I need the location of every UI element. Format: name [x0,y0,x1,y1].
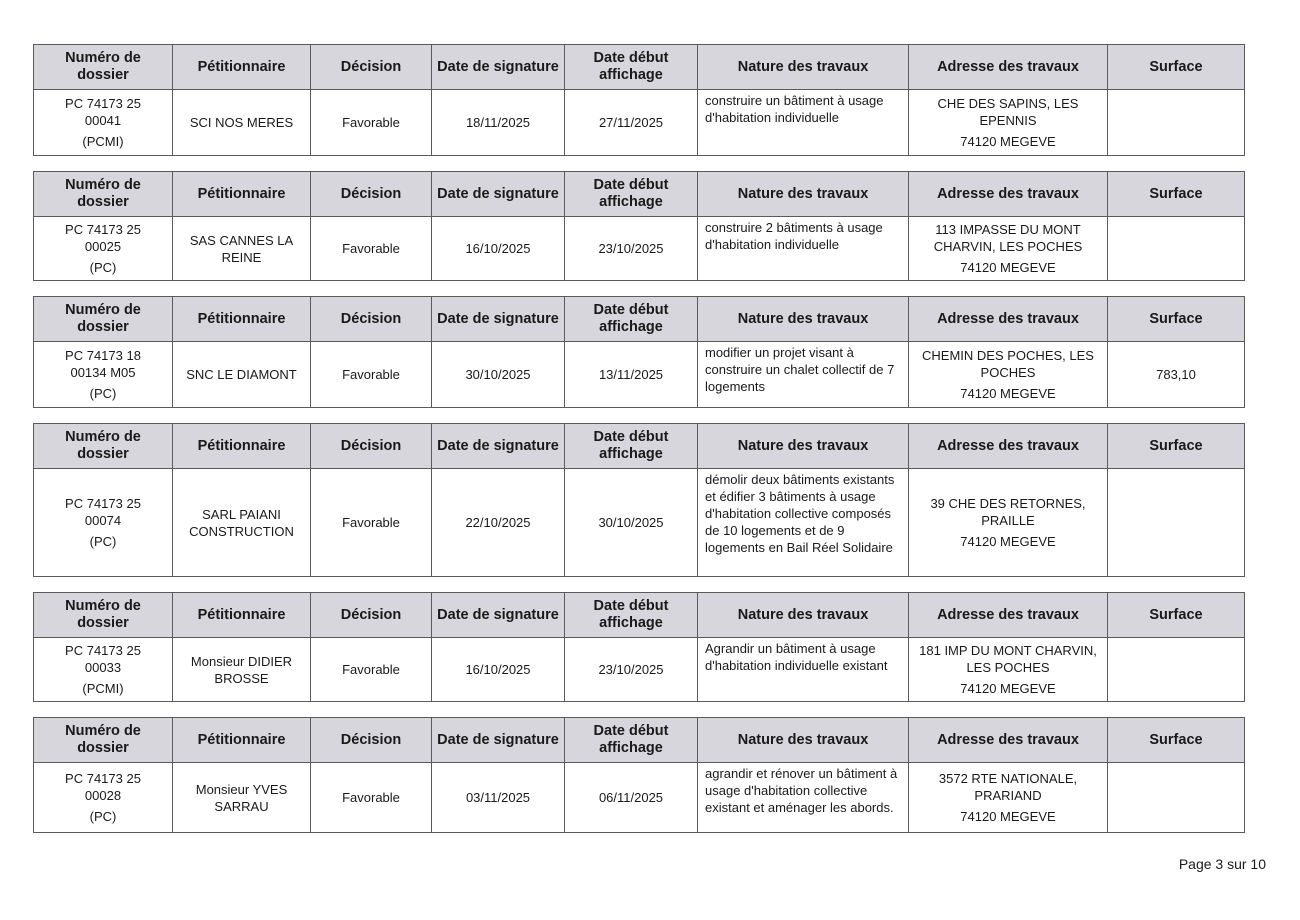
header-decision: Décision [311,718,432,763]
surface-cell [1108,763,1245,833]
header-petitionnaire: Pétitionnaire [173,297,311,342]
header-dossier: Numéro de dossier [34,45,173,90]
record-row [34,763,1245,833]
nature-cell: Agrandir un bâtiment à usage d'habitation individuelle existant [698,638,909,702]
adresse-city: 74120 MEGEVE [960,534,1056,549]
dossier-cell [34,342,173,408]
date-signature-cell: 16/10/2025 [432,638,565,702]
date-affichage-cell: 13/11/2025 [565,342,698,408]
decision-cell: Favorable [311,763,432,833]
header-adresse: Adresse des travaux [909,424,1108,469]
header-decision: Décision [311,45,432,90]
permit-tables [33,44,1244,848]
header-surface: Surface [1108,172,1245,217]
adresse-street: 181 IMP DU MONT CHARVIN, LES POCHES [919,643,1097,675]
dossier-number-line2: 00025 [84,239,122,254]
header-surface: Surface [1108,593,1245,638]
nature-cell: agrandir et rénover un bâtiment à usage d'habitation collective existant et aménager les abords. [698,763,909,833]
dossier-cell [34,90,173,156]
adresse-street: CHEMIN DES POCHES, LES POCHES [922,348,1094,380]
header-date-signature: Date de signature [432,424,565,469]
nature-cell: construire un bâtiment à usage d'habitation individuelle [698,90,909,156]
header-adresse: Adresse des travaux [909,297,1108,342]
header-adresse: Adresse des travaux [909,45,1108,90]
nature-cell: construire 2 bâtiments à usage d'habitation individuelle [698,217,909,281]
surface-cell [1108,469,1245,577]
header-date-signature: Date de signature [432,172,565,217]
dossier-cell [34,638,173,702]
surface-cell [1108,638,1245,702]
header-surface: Surface [1108,424,1245,469]
petitionnaire-cell: SARL PAIANI CONSTRUCTION [173,469,311,577]
permit-record-table [33,717,1245,833]
dossier-cell [34,469,173,577]
record-row [34,638,1245,702]
decision-cell: Favorable [311,638,432,702]
header-adresse: Adresse des travaux [909,593,1108,638]
dossier-number-line2: 00033 [84,660,122,675]
dossier-type: (PC) [89,809,117,824]
adresse-city: 74120 MEGEVE [960,809,1056,824]
permit-record-table [33,296,1245,408]
date-signature-cell: 18/11/2025 [432,90,565,156]
header-petitionnaire: Pétitionnaire [173,424,311,469]
nature-cell: modifier un projet visant à construire un chalet collectif de 7 logements [698,342,909,408]
petitionnaire-cell: SCI NOS MERES [173,90,311,156]
permit-record-table [33,171,1245,281]
header-decision: Décision [311,297,432,342]
header-row [34,424,1245,469]
header-decision: Décision [311,593,432,638]
permit-record-table [33,44,1245,156]
header-row [34,593,1245,638]
page-number: Page 3 sur 10 [1178,856,1266,872]
header-adresse: Adresse des travaux [909,718,1108,763]
petitionnaire-cell: SNC LE DIAMONT [173,342,311,408]
record-row [34,217,1245,281]
decision-cell: Favorable [311,469,432,577]
dossier-number-line2: 00134 M05 [70,365,136,380]
adresse-street: CHE DES SAPINS, LES EPENNIS [937,96,1079,128]
header-date-signature: Date de signature [432,45,565,90]
dossier-type: (PC) [89,534,117,549]
decision-cell: Favorable [311,342,432,408]
header-petitionnaire: Pétitionnaire [173,593,311,638]
dossier-number-line1: PC 74173 25 [65,771,141,786]
header-petitionnaire: Pétitionnaire [173,718,311,763]
adresse-street: 3572 RTE NATIONALE, PRARIAND [938,771,1078,803]
header-surface: Surface [1108,297,1245,342]
header-row [34,718,1245,763]
dossier-number-line1: PC 74173 25 [65,643,141,658]
date-affichage-cell: 23/10/2025 [565,217,698,281]
dossier-number-line2: 00028 [84,788,122,803]
header-row [34,45,1245,90]
header-adresse: Adresse des travaux [909,172,1108,217]
petitionnaire-cell: Monsieur DIDIER BROSSE [173,638,311,702]
header-date-affichage: Date début affichage [565,593,698,638]
date-affichage-cell: 30/10/2025 [565,469,698,577]
date-affichage-cell: 23/10/2025 [565,638,698,702]
header-date-signature: Date de signature [432,297,565,342]
record-row [34,90,1245,156]
dossier-number-line1: PC 74173 25 [65,222,141,237]
dossier-type: (PCMI) [82,134,124,149]
record-row [34,342,1245,408]
header-nature: Nature des travaux [698,297,909,342]
nature-cell: démolir deux bâtiments existants et édifier 3 bâtiments à usage d'habitation collective composés de 10 logements et de 9 logements en Bail Réel Solidaire [698,469,909,577]
header-surface: Surface [1108,45,1245,90]
decision-cell: Favorable [311,90,432,156]
header-petitionnaire: Pétitionnaire [173,172,311,217]
adresse-city: 74120 MEGEVE [960,260,1056,275]
dossier-number-line1: PC 74173 25 [65,496,141,511]
header-date-affichage: Date début affichage [565,172,698,217]
header-dossier: Numéro de dossier [34,593,173,638]
adresse-cell [909,469,1108,577]
header-decision: Décision [311,424,432,469]
adresse-cell [909,90,1108,156]
petitionnaire-cell: Monsieur YVES SARRAU [173,763,311,833]
surface-cell [1108,217,1245,281]
header-date-affichage: Date début affichage [565,297,698,342]
dossier-number-line1: PC 74173 18 [65,348,141,363]
header-nature: Nature des travaux [698,424,909,469]
adresse-city: 74120 MEGEVE [960,681,1056,696]
header-date-affichage: Date début affichage [565,718,698,763]
header-date-signature: Date de signature [432,718,565,763]
date-signature-cell: 22/10/2025 [432,469,565,577]
dossier-number-line2: 00074 [84,513,122,528]
dossier-cell [34,217,173,281]
header-nature: Nature des travaux [698,45,909,90]
permit-record-table [33,423,1245,577]
adresse-city: 74120 MEGEVE [960,386,1056,401]
header-date-signature: Date de signature [432,593,565,638]
date-signature-cell: 30/10/2025 [432,342,565,408]
header-dossier: Numéro de dossier [34,297,173,342]
dossier-type: (PCMI) [82,681,124,696]
header-row [34,172,1245,217]
dossier-number-line2: 00041 [84,113,122,128]
date-signature-cell: 03/11/2025 [432,763,565,833]
header-date-affichage: Date début affichage [565,45,698,90]
dossier-cell [34,763,173,833]
header-date-affichage: Date début affichage [565,424,698,469]
header-nature: Nature des travaux [698,593,909,638]
header-dossier: Numéro de dossier [34,424,173,469]
date-affichage-cell: 27/11/2025 [565,90,698,156]
adresse-cell [909,638,1108,702]
header-dossier: Numéro de dossier [34,718,173,763]
adresse-city: 74120 MEGEVE [960,134,1056,149]
decision-cell: Favorable [311,217,432,281]
dossier-type: (PC) [89,260,117,275]
header-surface: Surface [1108,718,1245,763]
dossier-number-line1: PC 74173 25 [65,96,141,111]
adresse-street: 113 IMPASSE DU MONT CHARVIN, LES POCHES [933,222,1083,254]
permit-record-table [33,592,1245,702]
surface-cell: 783,10 [1108,342,1245,408]
date-signature-cell: 16/10/2025 [432,217,565,281]
header-decision: Décision [311,172,432,217]
record-row [34,469,1245,577]
header-petitionnaire: Pétitionnaire [173,45,311,90]
adresse-cell [909,217,1108,281]
header-nature: Nature des travaux [698,718,909,763]
adresse-cell [909,342,1108,408]
header-dossier: Numéro de dossier [34,172,173,217]
adresse-cell [909,763,1108,833]
dossier-type: (PC) [89,386,117,401]
surface-cell [1108,90,1245,156]
header-row [34,297,1245,342]
adresse-street: 39 CHE DES RETORNES, PRAILLE [930,496,1086,528]
header-nature: Nature des travaux [698,172,909,217]
date-affichage-cell: 06/11/2025 [565,763,698,833]
petitionnaire-cell: SAS CANNES LA REINE [173,217,311,281]
